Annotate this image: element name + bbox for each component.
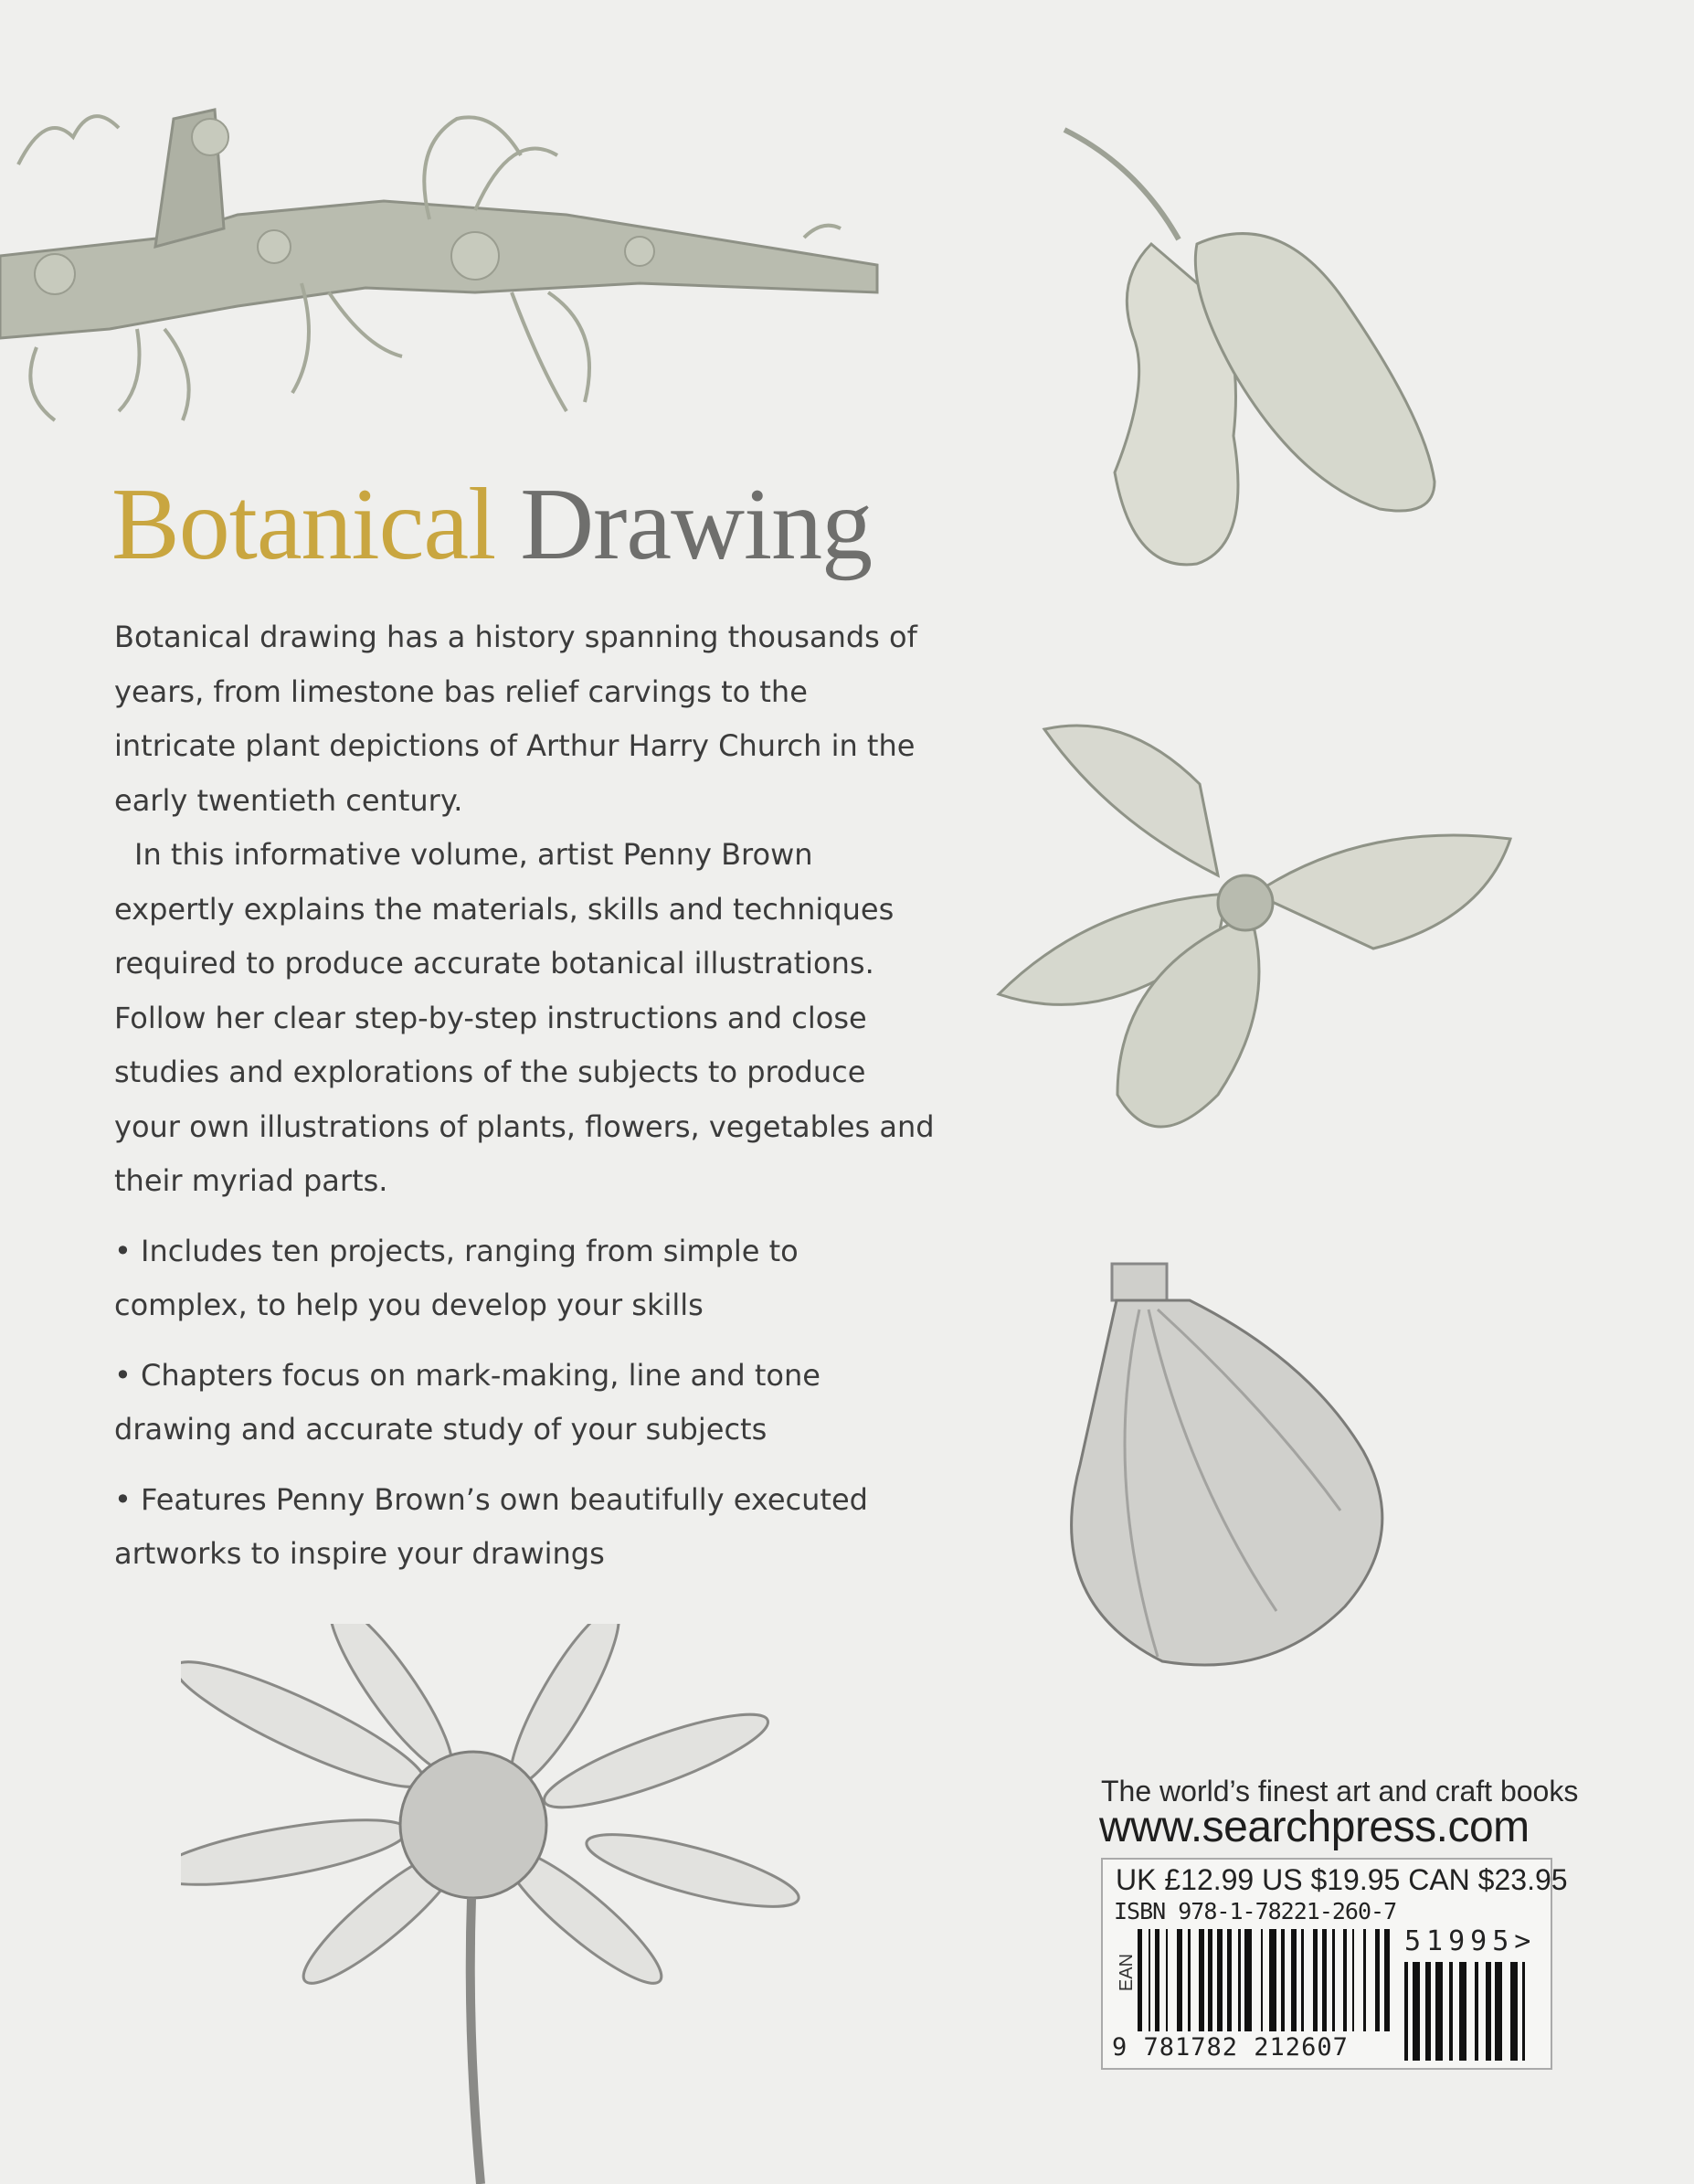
hazelnut-husk-illustration bbox=[990, 711, 1515, 1159]
barcode-bar bbox=[1199, 1929, 1204, 2031]
barcode-bar bbox=[1459, 1962, 1466, 2061]
barcode-bar bbox=[1313, 1929, 1318, 2031]
barcode-bar bbox=[1343, 1929, 1347, 2031]
barcode-bar bbox=[1166, 1929, 1168, 2031]
barcode-bar bbox=[1281, 1929, 1285, 2031]
barcode-bar bbox=[1291, 1929, 1297, 2031]
feature-bullet: • Features Penny Brown’s own beautifully executed artworks to inspire your drawings bbox=[114, 1481, 868, 1571]
barcode-bar bbox=[1475, 1962, 1478, 2061]
fig-illustration bbox=[1066, 1255, 1395, 1675]
barcode-bar bbox=[1435, 1962, 1443, 2061]
price-list: UK £12.99 US $19.95 CAN $23.95 bbox=[1116, 1863, 1568, 1896]
daisy-flower-illustration bbox=[181, 1624, 802, 2184]
barcode-bar bbox=[1363, 1929, 1366, 2031]
barcode-digits: 9 781782 212607 bbox=[1112, 2033, 1349, 2062]
book-title bbox=[111, 466, 872, 584]
barcode-bar bbox=[1352, 1929, 1354, 2031]
ean-label: EAN bbox=[1117, 1953, 1138, 1992]
isbn: ISBN 978-1-78221-260-7 bbox=[1114, 1898, 1397, 1924]
barcode-bar bbox=[1261, 1929, 1263, 2031]
lichen-branch-illustration bbox=[0, 55, 895, 466]
barcode-bar bbox=[1486, 1962, 1491, 2061]
barcode-bar bbox=[1332, 1929, 1335, 2031]
publisher-url: www.searchpress.com bbox=[1099, 1803, 1530, 1851]
barcode-bar bbox=[1138, 1929, 1142, 2031]
title-part-drawing: Drawing bbox=[520, 468, 873, 581]
title-part-botanical: Botanical bbox=[111, 468, 496, 581]
barcode-bar bbox=[1217, 1929, 1223, 2031]
barcode-bar bbox=[1322, 1929, 1327, 2031]
barcode-box bbox=[1101, 1858, 1568, 2070]
barcode-bar bbox=[1227, 1929, 1232, 2031]
barcode-bar bbox=[1155, 1929, 1159, 2031]
barcode-bar bbox=[1208, 1929, 1212, 2031]
feature-bullet: • Chapters focus on mark-making, line and tone drawing and accurate study of your subjects bbox=[114, 1357, 821, 1447]
barcode-bar bbox=[1301, 1929, 1304, 2031]
blurb bbox=[114, 610, 937, 1582]
barcode-bar bbox=[1449, 1962, 1453, 2061]
barcode-bar bbox=[1188, 1929, 1191, 2031]
barcode-bar bbox=[1425, 1962, 1431, 2061]
maple-seed-illustration bbox=[1060, 125, 1462, 573]
publisher-tagline: The world’s finest art and craft books bbox=[1101, 1775, 1579, 1808]
blurb-paragraph: In this informative volume, artist Penny Brown expertly explains the materials, skills and techniques required to produce accurate botanical illustrations. Follow her clear step-by-step instructions and close studies and explorations of the subjects to produce your own illustrations of plants, flowers, vegetables and their myriad parts. bbox=[114, 837, 935, 1198]
ean-barcode bbox=[1138, 1929, 1393, 2037]
barcode-bar bbox=[1375, 1929, 1380, 2031]
barcode-bar bbox=[1413, 1962, 1420, 2061]
price-addon-code: 51995> bbox=[1404, 1925, 1537, 1957]
barcode-bar bbox=[1177, 1929, 1182, 2031]
barcode-bar bbox=[1149, 1929, 1150, 2031]
barcode-bar bbox=[1495, 1962, 1502, 2061]
addon-barcode bbox=[1404, 1962, 1532, 2062]
barcode-bar bbox=[1404, 1962, 1408, 2061]
barcode-bar bbox=[1244, 1929, 1252, 2031]
barcode-bar bbox=[1238, 1929, 1241, 2031]
blurb-paragraph: Botanical drawing has a history spanning thousands of years, from limestone bas relief carvings to the intricate plant depictions of Arthur Harry Church in the early twentieth century. bbox=[114, 620, 917, 818]
barcode-bar bbox=[1510, 1962, 1518, 2061]
barcode-bar bbox=[1384, 1929, 1390, 2031]
feature-bullet: • Includes ten projects, ranging from simple to complex, to help you develop your skills bbox=[114, 1233, 799, 1322]
barcode-bar bbox=[1269, 1929, 1276, 2031]
barcode-bar bbox=[1522, 1962, 1525, 2061]
